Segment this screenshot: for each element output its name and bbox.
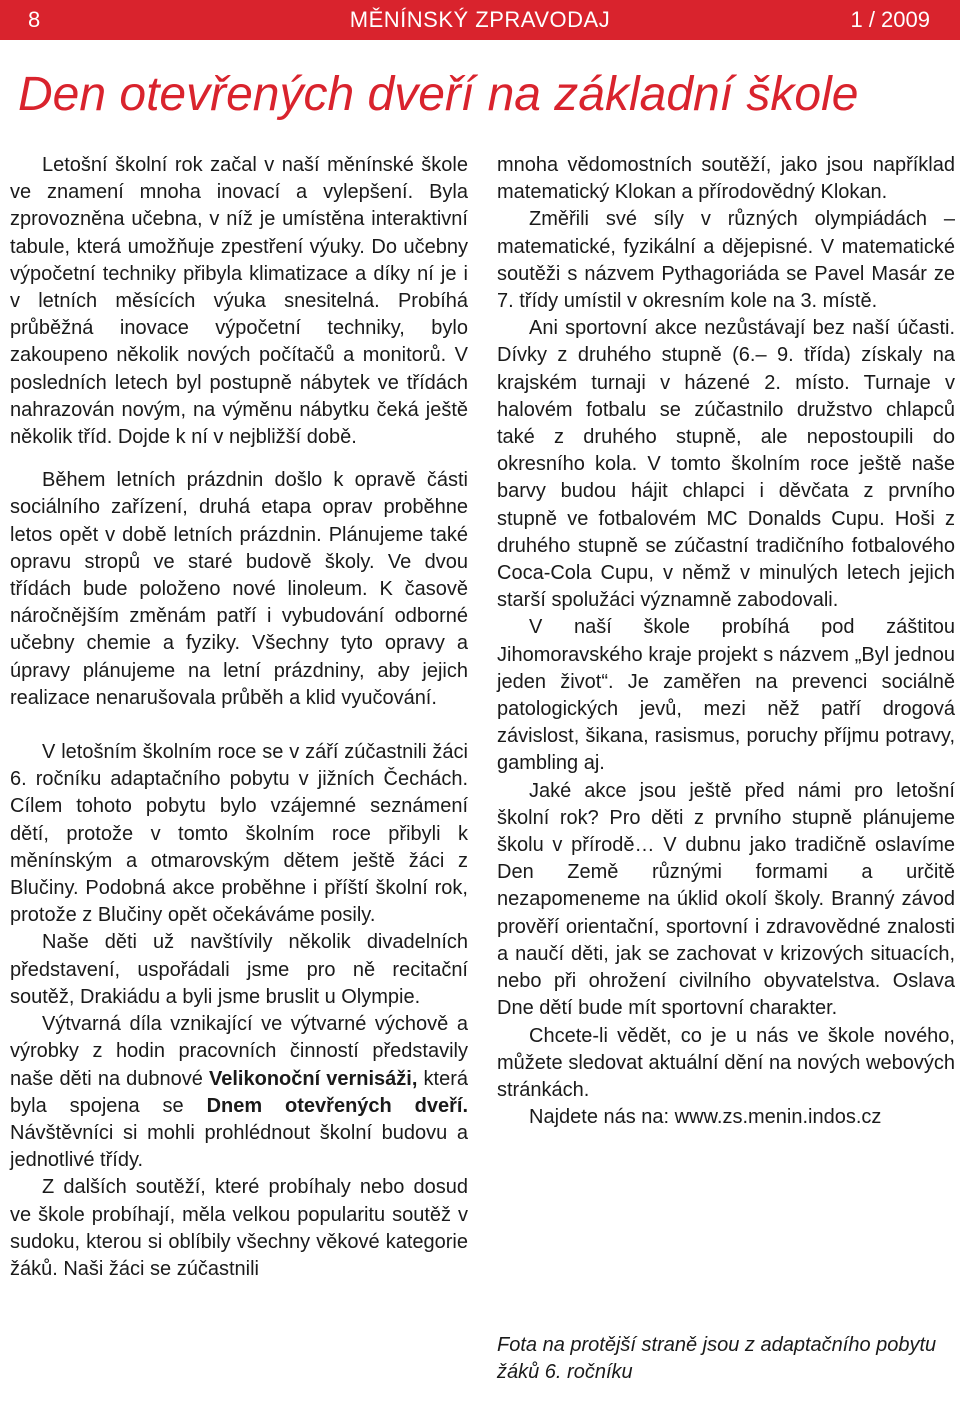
page-number: 8 — [28, 7, 41, 32]
publication-title: MĚNÍNSKÝ ZPRAVODAJ — [349, 7, 611, 32]
paragraph: Jaké akce jsou ještě před námi pro letošní školní rok? Pro děti z prvního stupně plánujeme školu v přírodě… V dubnu jako tradičně oslavíme Den Země různými formami a určitě nezapomeneme na úklid okolí školy. Branný závod prověří orientační, sportovní i zdravovědné znalosti a naučí děti, jak se zachovat v krizových situacích, nebo při ohrožení civilního obyvatelstva. Oslava Dne dětí bude mít sportovní charakter. — [497, 779, 955, 1020]
paragraph: V letošním školním roce se v září zúčastnili žáci 6. ročníku adaptačního pobytu v jižních Čechách. Cílem tohoto pobytu bylo vzájemné seznámení dětí, protože v tomto školním roce přibyli k měnínským a otmarovským dětem ještě žáci z Blučiny. Podobná akce proběhne i příští školní rok, protože z Blučiny opět očekáváme posily. — [10, 741, 468, 927]
left-column — [10, 152, 468, 1283]
paragraph: Během letních prázdnin došlo k opravě části sociálního zařízení, druhá etapa oprav proběhne letos opět v době letních prázdnin. Plánujeme také opravu stropů ve staré budově školy. Ve dvou třídách bude položeno nové linoleum. K časově náročnějším změnám patří i vybudování odborné učebny chemie a fyziky. Všechny tyto opravy a úpravy plánujeme na letní prázdniny, aby jejich realizace nenarušovala průběh a klid vyučování. — [10, 469, 468, 709]
text-run: Výtvarná díla vznikající ve výtvarné výchově a výrobky z hodin pracovních činností představily naše děti na dubnové — [10, 1013, 468, 1090]
paragraph — [10, 1011, 468, 1174]
paragraph: mnoha vědomostních soutěží, jako jsou například matematický Klokan a přírodovědný Klokan. — [497, 154, 955, 204]
photo-caption: Fota na protější straně jsou z adaptačního pobytu žáků 6. ročníku — [497, 1334, 937, 1383]
text-run: Návštěvníci si mohli prohlédnout školní budovu a jednotlivé třídy. — [10, 1121, 468, 1172]
text-run: která byla spojena se — [10, 1067, 468, 1117]
paragraph: Chcete-li vědět, co je u nás ve škole nového, můžete sledovat aktuální dění na nových webových stránkách. — [497, 1024, 955, 1101]
paragraph: Z dalších soutěží, které probíhaly nebo dosud ve škole probíhají, měla velkou popularitu soutěž v sudoku, kterou si oblíbily všechny věkové kategorie žáků. Naši žáci se zúčastnili — [10, 1176, 468, 1280]
website-line: Najdete nás na: www.zs.menin.indos.cz — [529, 1106, 882, 1129]
paragraph: Letošní školní rok začal v naší měnínské škole ve znamení mnoha inovací a vylepšení. Byla zprovozněna učebna, v níž je umístěna interaktivní tabule, která umožňuje zpestření výuky. Do učebny výpočetní techniky přibyla klimatizace a díky ní je i v letních měsících výuka snesitelná. Probíhá průběžná inovace výpočetní techniky, bylo zakoupeno několik nových počítačů a monitorů. V posledních letech byl postupně nábytek ve třídách nahrazován novým, na výměnu nábytku čeká ještě několik tříd. Dojde k ní v nejbližší době. — [10, 154, 468, 449]
paragraph: Naše děti už navštívily několik divadelních představení, uspořádali jsme pro ně recitační soutěž, Drakiádu a byli jsme bruslit u Olympie. — [10, 931, 468, 1008]
issue-number: 1 / 2009 — [850, 7, 930, 32]
header-bar — [0, 0, 960, 40]
paragraph: Ani sportovní akce nezůstávají bez naší účasti. Dívky z druhého stupně (6.– 9. třída) získaly na krajském turnaji v házené 2. místo. Turnaje v halovém fotbalu se zúčastnilo družstvo chlapců také z druhého stupně, ale nepostoupili do okresního kola. V tomto školním roce ještě naše barvy budou hájit chlapci i děvčata z prvního stupně ve fotbalovém MC Donalds Cupu. Hoši z druhého stupně se zúčastní tradičního fotbalového Coca-Cola Cupu, v němž v minulých letech jejich starší spolužáci významně zabodovali. — [497, 317, 955, 612]
paragraph: Změřili své síly v různých olympiádách – matematické, fyzikální a dějepisné. V matematické soutěži s názvem Pythagoriáda se Pavel Masár ze 7. třídy umístil v okresním kole na 3. místě. — [497, 208, 955, 313]
bold-text: Velikonoční vernisáži, — [209, 1067, 418, 1090]
paragraph: V naší škole probíhá pod záštitou Jihomoravského kraje projekt s názvem „Byl jednou jeden život“. Je zaměřen na prevenci sociálně patologických jevů, mezi něž patří drogová závislost, šikana, rasismus, poruchy příjmu potravy, gambling aj. — [497, 616, 955, 775]
article-headline: Den otevřených dveří na základní škole — [18, 68, 859, 121]
right-column — [497, 152, 955, 1131]
bold-text: Dnem otevřených dveří. — [206, 1094, 469, 1117]
